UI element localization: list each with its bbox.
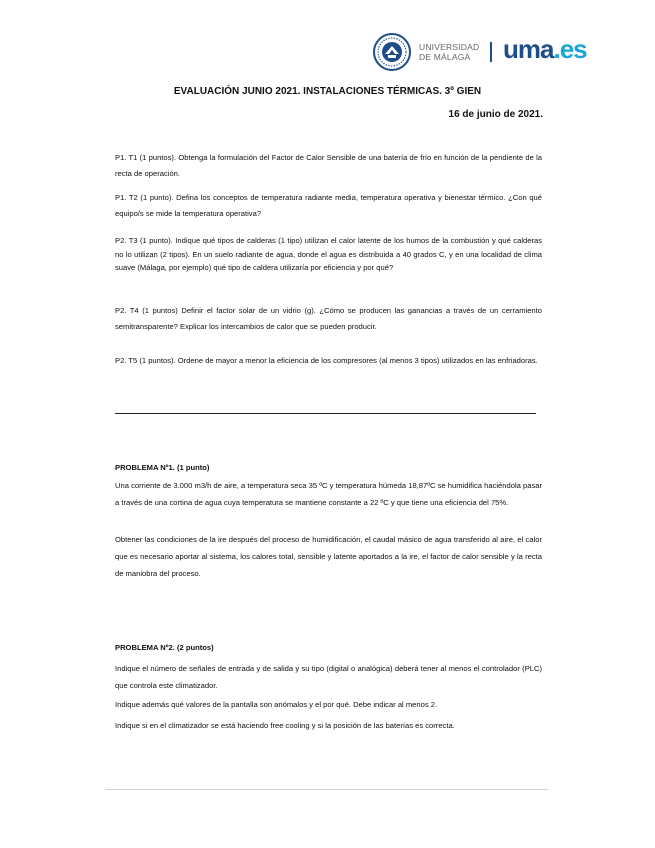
question-p2-t5: P2. T5 (1 puntos). Ordene de mayor a menor la eficiencia de los compresores (al menos 3 tipos) utilizados en las enfriadoras. <box>115 356 538 365</box>
problem2-line2: Indique además qué valores de la pantalla son anómalos y el por qué. Debe indicar al menos 2. <box>115 700 438 709</box>
section-divider <box>115 413 536 414</box>
problem2-line1: Indique el número de señales de entrada y de salida y su tipo (digital o analógica) deberá tener al menos el controlador (PLC) que controla este climatizador. <box>115 664 542 690</box>
exam-date: 16 de junio de 2021. <box>448 109 543 120</box>
question-p2-t4: P2. T4 (1 puntos) Definir el factor solar de un vidrio (g). ¿Cómo se producen las ganancias a través de un cerramiento semitransparente? Explicar los intercambios de calor que se pueden producir. <box>115 306 542 331</box>
logo-separator <box>490 42 492 62</box>
university-name-line2: DE MÁLAGA <box>419 52 471 62</box>
problem1-heading: PROBLEMA Nº1. (1 punto) <box>115 463 210 472</box>
uma-brand-text: uma <box>503 34 554 64</box>
university-seal-icon <box>373 33 411 71</box>
exam-title: EVALUACIÓN JUNIO 2021. INSTALACIONES TÉRMICAS. 3º GIEN <box>173 86 482 97</box>
uma-brand-suffix: .es <box>553 34 587 64</box>
question-p1-t2: P1. T2 (1 punto). Defina los conceptos de temperatura radiante media, temperatura operativa y bienestar térmico. ¿Con qué equipo/s se mide la temperatura operativa? <box>115 193 542 218</box>
problem1-statement: Una corriente de 3.000 m3/h de aire, a temperatura seca 35 ºC y temperatura húmeda 18,87ºC se humidifica haciéndola pasar a través de una cortina de agua cuya temperatura se mantiene constante a 22 ºC y que tiene una eficiencia del 75%. <box>115 481 542 507</box>
question-p2-t3: P2. T3 (1 punto). Indique qué tipos de calderas (1 tipo) utilizan el calor latente de los humos de la combustión y qué calderas no lo utilizan (2 tipos). En un suelo radiante de agua, donde el agua es distribuida a 40 grados C, y en una localidad de clima suave (Málaga, por ejemplo) qué tipo de caldera utilizaría por eficiencia y por qué? <box>115 236 542 272</box>
university-name-line1: UNIVERSIDAD <box>419 42 480 52</box>
university-logo <box>373 33 588 73</box>
problem2-line3: Indique si en el climatizador se está haciendo free cooling y si la posición de las baterías es correcta. <box>115 721 455 730</box>
question-p1-t1: P1. T1 (1 puntos). Obtenga la formulación del Factor de Calor Sensible de una batería de frío en función de la pendiente de la recta de operación. <box>115 153 542 178</box>
problem1-task: Obtener las condiciones de la ire después del proceso de humidificación, el caudal másico de agua transferido al aire, el calor que es necesario aportar al sistema, los calores total, sensible y latente aportados a la ire, el factor de calor sensible y la recta de maniobra del proceso. <box>115 535 542 578</box>
university-name <box>419 42 479 62</box>
problem2-heading: PROBLEMA Nº2. (2 puntos) <box>115 643 214 652</box>
uma-brand <box>503 34 587 65</box>
footer-line <box>105 789 548 790</box>
